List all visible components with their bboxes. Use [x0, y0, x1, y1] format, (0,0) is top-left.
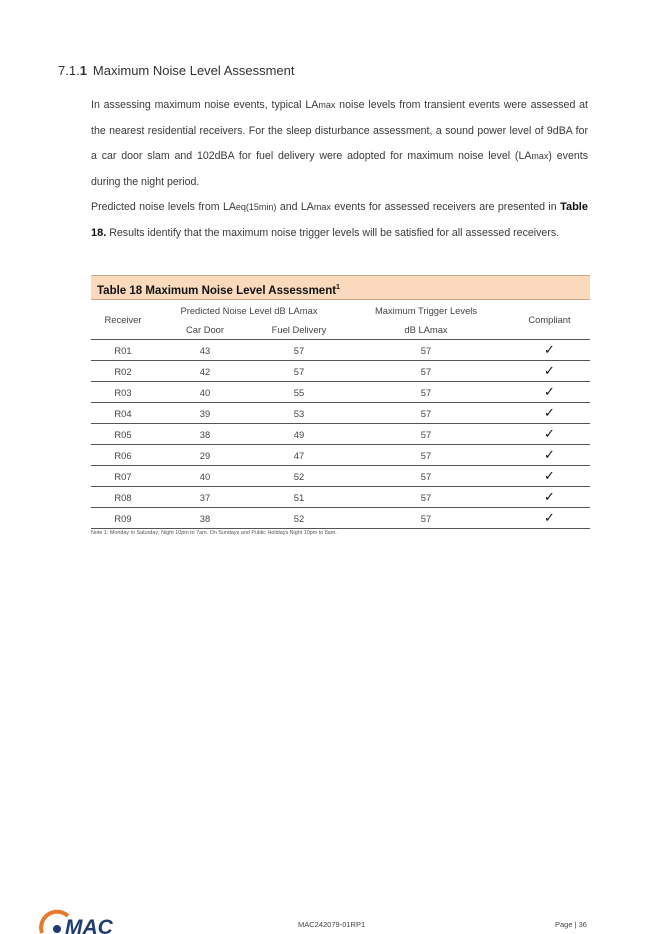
- cell-fuel-delivery: 55: [255, 382, 343, 403]
- cell-fuel-delivery: 57: [255, 340, 343, 361]
- paragraph-intro: In assessing maximum noise events, typical LAmax noise levels from transient events were assessed at the nearest residential receivers. For the sleep disturbance assessment, a sound power level of 9dBA for a car door slam and 102dBA for fuel delivery were adopted for maximum noise level (LAmax) events during the night period.: [91, 99, 588, 188]
- cell-trigger-level: 57: [343, 466, 509, 487]
- cell-receiver: R02: [91, 361, 155, 382]
- table-reference: Table 18.: [91, 201, 588, 239]
- section-title: Maximum Noise Level Assessment: [92, 63, 295, 78]
- cell-fuel-delivery: 49: [255, 424, 343, 445]
- cell-receiver: R04: [91, 403, 155, 424]
- cell-receiver: R05: [91, 424, 155, 445]
- table-title: Table 18 Maximum Noise Level Assessment$^1$: [91, 275, 590, 300]
- header-compliant: Compliant: [509, 300, 590, 340]
- table-row: [91, 445, 590, 466]
- noise-assessment-table: [91, 275, 590, 529]
- cell-car-door: 40: [155, 382, 255, 403]
- cell-compliant: ✓: [509, 424, 590, 445]
- cell-car-door: 40: [155, 466, 255, 487]
- cell-compliant: ✓: [509, 487, 590, 508]
- cell-fuel-delivery: 52: [255, 466, 343, 487]
- footer-doc-code: MAC242079-01RP1: [298, 920, 366, 929]
- logo-text: MAC: [65, 916, 113, 934]
- header-receiver: Receiver: [91, 300, 155, 340]
- cell-trigger-level: 57: [343, 382, 509, 403]
- cell-compliant: ✓: [509, 445, 590, 466]
- cell-trigger-level: 57: [343, 445, 509, 466]
- table-row: [91, 466, 590, 487]
- cell-receiver: R09: [91, 508, 155, 529]
- table-row: [91, 508, 590, 529]
- cell-trigger-level: 57: [343, 403, 509, 424]
- mac-logo: [38, 907, 128, 934]
- section-number: 7.1.1: [58, 63, 87, 78]
- table-note: Note 1: Monday to Saturday; Night 10pm to 7am. On Sundays and Public Holidays Night 10pm to 8am.: [91, 530, 337, 536]
- logo-dot: [53, 925, 61, 933]
- table-row: [91, 487, 590, 508]
- header-predicted: Predicted Noise Level dB LAmax: [180, 304, 318, 316]
- table-row: [91, 424, 590, 445]
- cell-car-door: 38: [155, 508, 255, 529]
- cell-trigger-level: 57: [343, 424, 509, 445]
- cell-receiver: R01: [91, 340, 155, 361]
- cell-car-door: 29: [155, 445, 255, 466]
- cell-compliant: ✓: [509, 382, 590, 403]
- cell-fuel-delivery: 57: [255, 361, 343, 382]
- cell-car-door: 37: [155, 487, 255, 508]
- paragraph-results: Predicted noise levels from LAeq(15min) and LAmax events for assessed receivers are presented in Table 18. Results identify that the maximum noise trigger levels will be satisfied for all assessed receivers.: [91, 201, 588, 239]
- table-row: [91, 361, 590, 382]
- cell-fuel-delivery: 47: [255, 445, 343, 466]
- header-trigger-line2: dB LAmax: [343, 320, 509, 340]
- table-row: [91, 403, 590, 424]
- cell-trigger-level: 57: [343, 340, 509, 361]
- cell-receiver: R07: [91, 466, 155, 487]
- cell-car-door: 38: [155, 424, 255, 445]
- cell-car-door: 43: [155, 340, 255, 361]
- cell-trigger-level: 57: [343, 487, 509, 508]
- cell-compliant: ✓: [509, 466, 590, 487]
- cell-car-door: 39: [155, 403, 255, 424]
- cell-compliant: ✓: [509, 508, 590, 529]
- table-row: [91, 340, 590, 361]
- footer-page-number: Page | 36: [555, 920, 587, 929]
- cell-fuel-delivery: 52: [255, 508, 343, 529]
- cell-compliant: ✓: [509, 340, 590, 361]
- cell-fuel-delivery: 53: [255, 403, 343, 424]
- cell-trigger-level: 57: [343, 508, 509, 529]
- cell-compliant: ✓: [509, 361, 590, 382]
- cell-car-door: 42: [155, 361, 255, 382]
- table-row: [91, 382, 590, 403]
- cell-compliant: ✓: [509, 403, 590, 424]
- cell-receiver: R08: [91, 487, 155, 508]
- header-car-door: Car Door: [155, 320, 255, 340]
- header-fuel-delivery: Fuel Delivery: [255, 320, 343, 340]
- cell-fuel-delivery: 51: [255, 487, 343, 508]
- cell-trigger-level: 57: [343, 361, 509, 382]
- header-trigger-line1: Maximum Trigger Levels: [374, 304, 478, 316]
- cell-receiver: R06: [91, 445, 155, 466]
- section-heading: [58, 63, 295, 78]
- cell-receiver: R03: [91, 382, 155, 403]
